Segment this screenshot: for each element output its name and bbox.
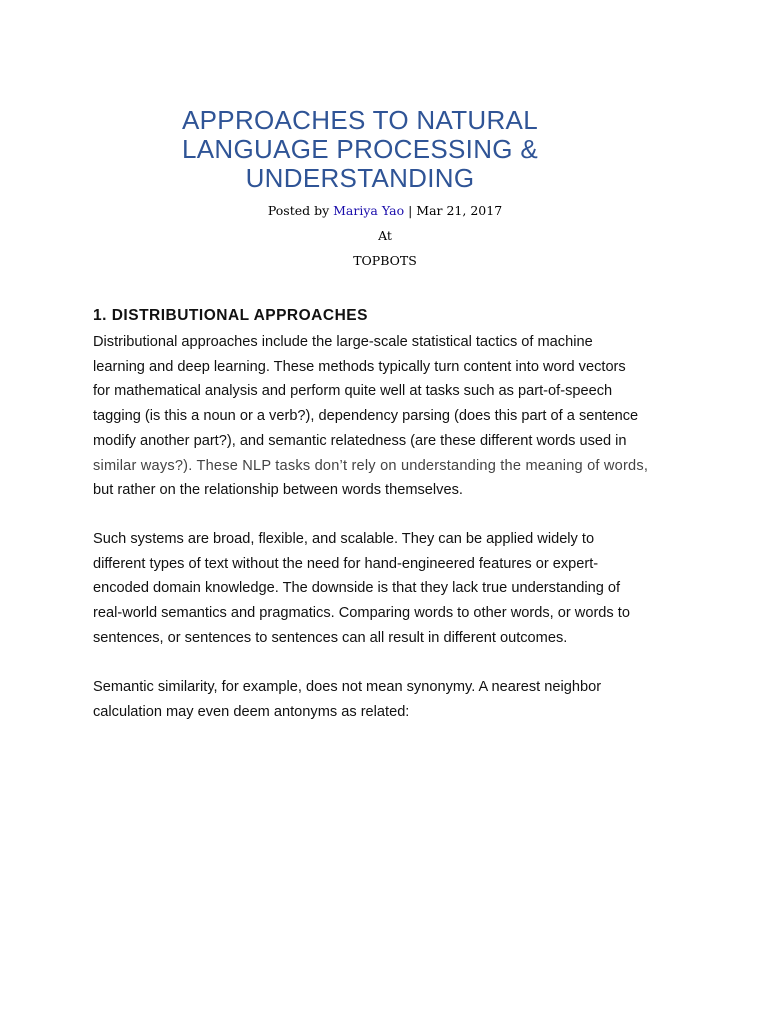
- paragraph-line: real-world semantics and pragmatics. Comparing words to other words, or words to: [93, 605, 630, 622]
- paragraph-line: for mathematical analysis and perform quite well at tasks such as part-of-speech: [93, 383, 613, 400]
- byline-separator: |: [404, 203, 417, 218]
- paragraph-line: similar ways?). These NLP tasks don’t rely on understanding the meaning of words,: [93, 457, 649, 474]
- paragraph-line: sentences, or sentences to sentences can all result in different outcomes.: [93, 629, 568, 646]
- paragraph-line: encoded domain knowledge. The downside is that they lack true understanding of: [93, 580, 621, 597]
- byline-prefix: Posted by: [267, 203, 334, 218]
- paragraph-similarity: [93, 675, 693, 724]
- paragraph-line: different types of text without the need for hand-engineered features or expert-: [93, 555, 599, 572]
- paragraph-distributional: [93, 330, 693, 503]
- paragraph-line: Semantic similarity, for example, does not mean synonymy. A nearest neighbor: [93, 679, 602, 695]
- paragraph-line: learning and deep learning. These methods typically turn content into word vectors: [93, 358, 626, 375]
- section-heading: 1. DISTRIBUTIONAL APPROACHES: [93, 307, 368, 324]
- author-link[interactable]: Mariya Yao: [333, 203, 405, 218]
- paragraph-line: modify another part?), and semantic relatedness (are these different words used in: [93, 432, 627, 449]
- publish-date: Mar 21, 2017: [416, 203, 503, 218]
- at-label: At: [378, 228, 392, 243]
- paragraph-line: Distributional approaches include the large-scale statistical tactics of machine: [93, 334, 593, 350]
- paragraph-line: tagging (is this a noun or a verb?), dependency parsing (does this part of a sentence: [93, 408, 639, 425]
- document-title: [140, 106, 580, 193]
- paragraph-line: but rather on the relationship between words themselves.: [93, 482, 463, 499]
- title-line: APPROACHES TO NATURAL: [182, 105, 538, 135]
- source-name: TOPBOTS: [353, 253, 417, 268]
- byline: [140, 203, 630, 219]
- paragraph-line: calculation may even deem antonyms as related:: [93, 703, 410, 720]
- title-line: UNDERSTANDING: [245, 163, 475, 193]
- paragraph-line: Such systems are broad, flexible, and scalable. They can be applied widely to: [93, 531, 595, 547]
- title-line: LANGUAGE PROCESSING &: [182, 134, 538, 164]
- paragraph-systems: [93, 527, 693, 651]
